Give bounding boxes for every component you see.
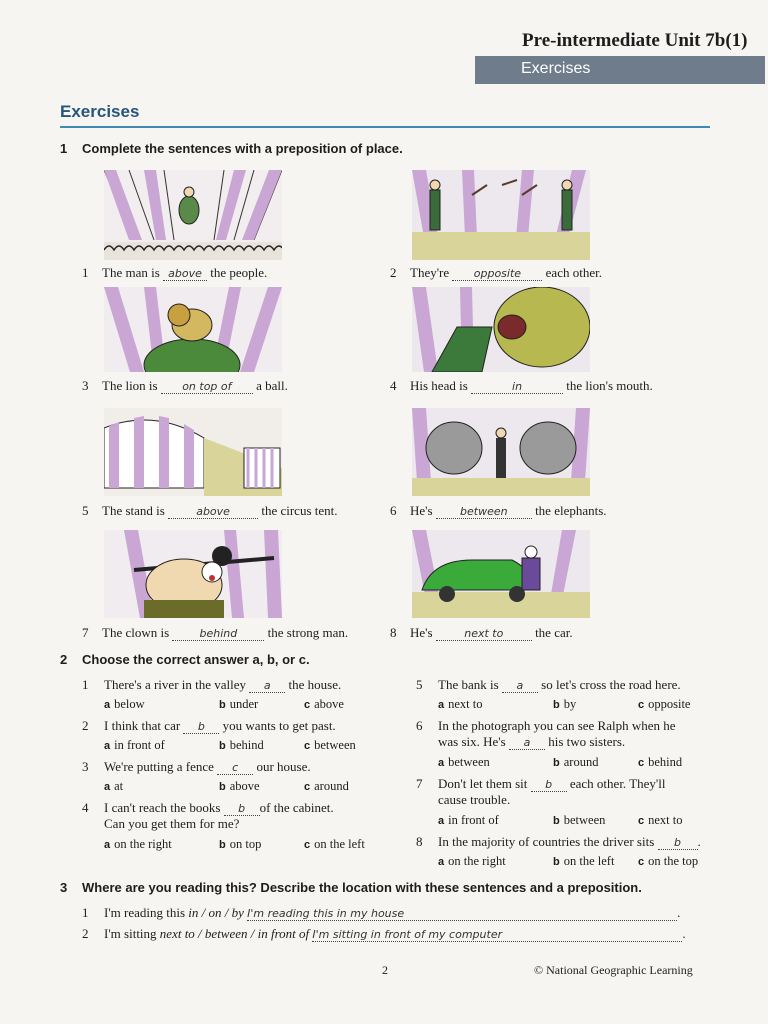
- answer-field[interactable]: above: [163, 267, 207, 281]
- ex2-item-6-options: a between b around c behind: [438, 755, 683, 769]
- ex1-item-4: 4 His head is in the lion's mouth.: [390, 378, 653, 393]
- acrobats-opposite-illustration: [412, 170, 590, 260]
- exercise-3-instruction: 3 Where are you reading this? Describe the location with these sentences and a preposition.: [60, 880, 642, 895]
- answer-field[interactable]: b: [531, 778, 567, 792]
- answer-field[interactable]: opposite: [452, 267, 542, 281]
- ex3-item-2: 2 I'm sitting next to / between / in front of I'm sitting in front of my computer .: [82, 926, 686, 941]
- answer-field[interactable]: a: [249, 679, 285, 693]
- header-banner: [475, 56, 765, 84]
- ex1-item-8: 8 He's next to the car.: [390, 625, 573, 640]
- clown-behind-strongman-illustration: [104, 530, 282, 618]
- answer-field[interactable]: next to: [436, 627, 532, 641]
- answer-field[interactable]: behind: [172, 627, 264, 641]
- ex2-item-6: 6 In the photograph you can see Ralph when he was six. He's a his two sisters.: [416, 718, 676, 749]
- exercise-2-instruction: 2 Choose the correct answer a, b, or c.: [60, 652, 310, 667]
- ex1-item-2: 2 They're opposite each other.: [390, 265, 602, 280]
- ex1-item-5: 5 The stand is above the circus tent.: [82, 503, 338, 518]
- exercise-1-instruction: 1 Complete the sentences with a preposition of place.: [60, 141, 403, 156]
- man-between-elephants-illustration: [412, 408, 590, 496]
- section-rule: [60, 126, 710, 128]
- answer-field[interactable]: c: [217, 761, 253, 775]
- ex2-item-3-options: a at b above c around: [104, 779, 349, 793]
- answer-field[interactable]: I'm reading this in my house: [247, 907, 677, 921]
- circus-man-above-crowd-illustration: [104, 170, 282, 260]
- ex2-item-2-options: a in front of b behind c between: [104, 738, 356, 752]
- ex3-item-1: 1 I'm reading this in / on / by I'm reading this in my house .: [82, 905, 681, 920]
- ex1-item-1: 1 The man is above the people.: [82, 265, 268, 280]
- page-number: 2: [382, 963, 388, 977]
- answer-field[interactable]: I'm sitting in front of my computer: [312, 928, 682, 942]
- ex2-item-7: 7 Don't let them sit b each other. They'll cause trouble.: [416, 776, 666, 807]
- ex2-item-8: 8 In the majority of countries the driver sits b .: [416, 834, 701, 849]
- banner-label: Exercises: [521, 60, 591, 77]
- lion-on-ball-illustration: [104, 287, 282, 372]
- answer-field[interactable]: a: [502, 679, 538, 693]
- clown-next-to-car-illustration: [412, 530, 590, 618]
- ex1-item-6: 6 He's between the elephants.: [390, 503, 607, 518]
- ex1-item-7: 7 The clown is behind the strong man.: [82, 625, 349, 640]
- unit-title: Pre-intermediate Unit 7b(1): [522, 30, 748, 51]
- ex2-item-4: 4 I can't reach the books b of the cabinet. Can you get them for me?: [82, 800, 334, 831]
- answer-field[interactable]: in: [471, 380, 563, 394]
- stand-above-tent-illustration: [104, 408, 282, 496]
- section-title: Exercises: [60, 102, 140, 121]
- head-in-lion-mouth-illustration: [412, 287, 590, 372]
- answer-field[interactable]: b: [224, 802, 260, 816]
- answer-field[interactable]: between: [436, 505, 532, 519]
- answer-field[interactable]: above: [168, 505, 258, 519]
- answer-field[interactable]: on top of: [161, 380, 253, 394]
- ex2-item-5-options: a next to b by c opposite: [438, 697, 691, 711]
- ex2-item-5: 5 The bank is a so let's cross the road here.: [416, 677, 681, 692]
- answer-field[interactable]: a: [509, 736, 545, 750]
- ex2-item-7-options: a in front of b between c next to: [438, 813, 683, 827]
- ex2-item-1: 1 There's a river in the valley a the house.: [82, 677, 342, 692]
- answer-field[interactable]: b: [183, 720, 219, 734]
- ex1-item-3: 3 The lion is on top of a ball.: [82, 378, 288, 393]
- copyright: © National Geographic Learning: [534, 963, 693, 977]
- answer-field[interactable]: b: [658, 836, 698, 850]
- ex2-item-3: 3 We're putting a fence c our house.: [82, 759, 311, 774]
- ex2-item-1-options: a below b under c above: [104, 697, 344, 711]
- ex2-item-2: 2 I think that car b you wants to get past.: [82, 718, 336, 733]
- ex2-item-4-options: a on the right b on top c on the left: [104, 837, 365, 851]
- ex2-item-8-options: a on the right b on the left c on the top: [438, 854, 699, 868]
